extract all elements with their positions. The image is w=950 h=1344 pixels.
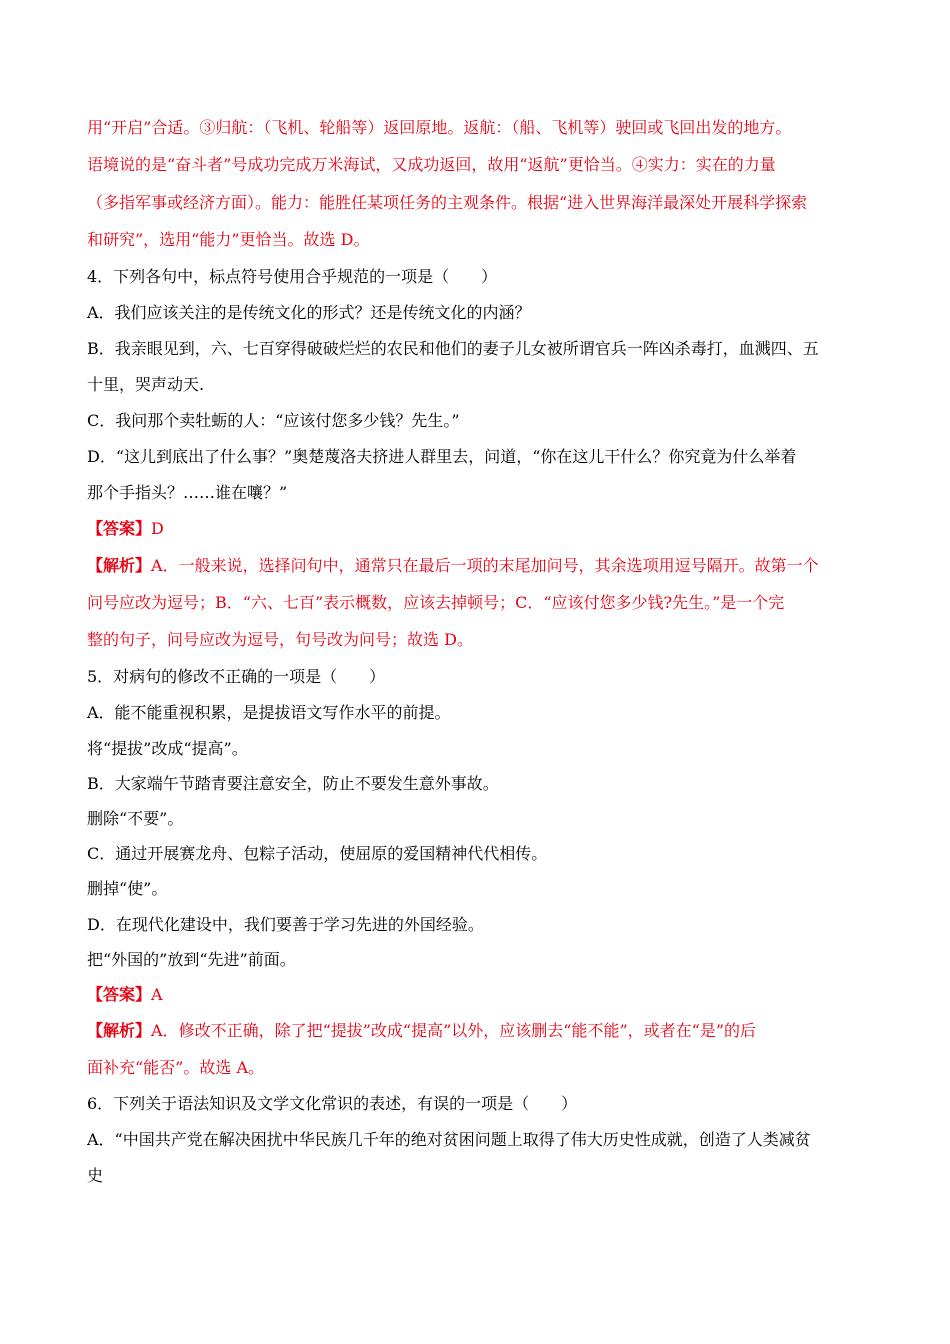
- question-5-stem: 5．对病句的修改不正确的一项是（ ）: [87, 667, 386, 686]
- question-4-option-a: A．我们应该关注的是传统文化的形式？还是传统文化的内涵？: [87, 303, 531, 322]
- question-5-option-c: C．通过开展赛龙舟、包粽子活动，使屈原的爱国精神代代相传。: [87, 844, 548, 863]
- question-5-analysis-2: 面补充“能否”。故选 A。: [87, 1058, 265, 1077]
- question-5-option-d-fix: 把“外国的”放到“先进”前面。: [87, 950, 296, 969]
- question-4-option-b-cont: 十里，哭声动天.: [87, 375, 205, 394]
- explanation-line-3: （多指军事或经济方面）。能力：能胜任某项任务的主观条件。根据“进入世界海洋最深处开展科学探索: [87, 193, 808, 212]
- question-6-option-a-cont: 史: [87, 1166, 104, 1185]
- question-4-option-b: B．我亲眼见到，六、七百穿得破破烂烂的农民和他们的妻子儿女被所谓官兵一阵凶杀毒打，血溅四、五: [87, 339, 819, 358]
- explanation-line-4: 和研究”，选用“能力”更恰当。故选 D。: [87, 230, 370, 249]
- question-4-analysis-3: 整的句子，问号应改为逗号，句号改为问号；故选 D。: [87, 630, 473, 649]
- question-4-stem: 4．下列各句中，标点符号使用合乎规范的一项是（ ）: [87, 267, 498, 286]
- question-4-analysis-2: 问号应改为逗号；B．“六、七百”表示概数，应该去掉顿号；C．“应该付您多少钱?先生。”是一个完: [87, 593, 785, 612]
- question-4-option-c: C．我问那个卖牡蛎的人：“应该付您多少钱？先生。”: [87, 411, 460, 430]
- question-5-analysis-1: 【解析】A．修改不正确，除了把“提拔”改成“提高”以外，应该删去“能不能”，或者在“是”的后: [87, 1021, 757, 1040]
- question-5-answer: 【答案】A: [87, 985, 163, 1004]
- question-4-option-d: D．“这儿到底出了什么事？”奥楚蔑洛夫挤进人群里去，问道，“你在这儿干什么？你究竟为什么举着: [87, 447, 797, 466]
- question-5-option-d: D．在现代化建设中，我们要善于学习先进的外国经验。: [87, 915, 484, 934]
- question-5-option-b: B．大家端午节踏青要注意安全，防止不要发生意外事故。: [87, 774, 499, 793]
- explanation-line-2: 语境说的是“奋斗者”号成功完成万米海试，又成功返回，故用“返航”更恰当。④实力：实在的力量: [87, 155, 776, 174]
- question-5-option-c-fix: 删掉“使”。: [87, 879, 168, 898]
- question-4-option-d-cont: 那个手指头？……谁在嚷？”: [87, 483, 288, 502]
- question-4-analysis-1: 【解析】A．一般来说，选择问句中，通常只在最后一项的末尾加问号，其余选项用逗号隔开。故第一个: [87, 556, 819, 575]
- explanation-line-1: 用“开启”合适。③归航：（飞机、轮船等）返回原地。返航：（船、飞机等）驶回或飞回出发的地方。: [87, 118, 792, 137]
- question-5-option-b-fix: 删除“不要”。: [87, 809, 184, 828]
- question-6-stem: 6．下列关于语法知识及文学文化常识的表述，有误的一项是（ ）: [87, 1094, 578, 1113]
- question-5-option-a-fix: 将“提拔”改成“提高”。: [87, 739, 248, 758]
- question-4-answer: 【答案】D: [87, 519, 164, 538]
- question-5-option-a: A．能不能重视积累，是提拔语文写作水平的前提。: [87, 703, 451, 722]
- question-6-option-a: A．“中国共产党在解决困扰中华民族几千年的绝对贫困问题上取得了伟大历史性成就，创造了人类减贫: [87, 1130, 811, 1149]
